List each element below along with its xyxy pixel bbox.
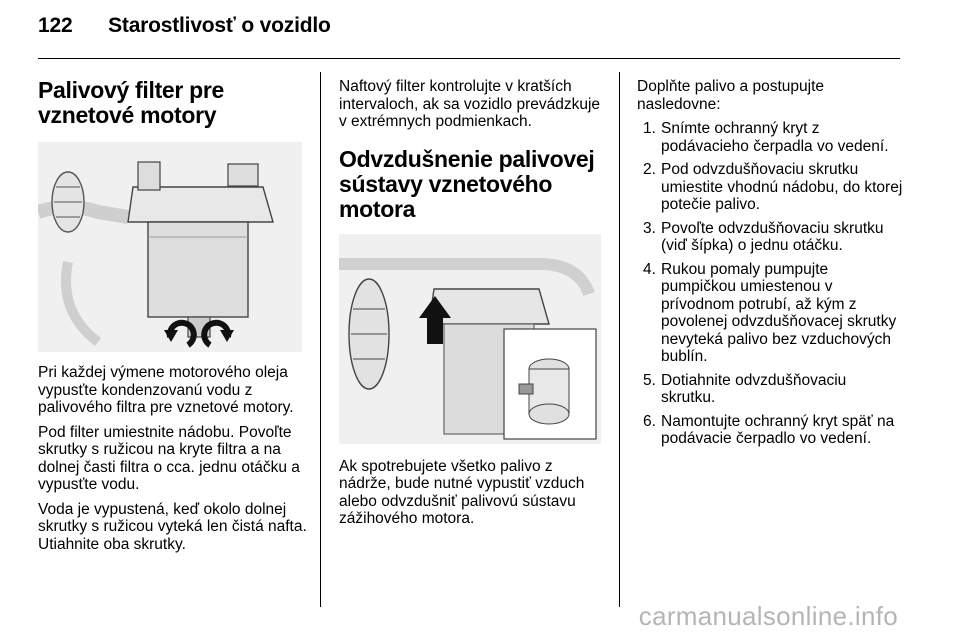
list-item	[637, 413, 903, 448]
fuel-filter-figure	[38, 142, 302, 352]
column-2	[339, 78, 605, 535]
paragraph: Pod filter umiestnite nádobu. Povoľte skrutky s ružicou na kryte filtra a na dolnej časti filtra o cca. jednu otáčku a vypusťte vodu.	[38, 423, 300, 493]
column-3	[637, 78, 903, 454]
list-item	[637, 220, 903, 255]
step-text: Namontujte ochranný kryt späť na podávacie čerpadlo vo vedení.	[661, 412, 895, 447]
paragraph: Voda je vypustená, keď okolo dolnej skrutky s ružicou vyteká len čistá nafta. Utiahnite oba skrutky.	[38, 500, 307, 553]
section-heading-bleeding: Odvzdušnenie palivovej sústavy vznetového motora	[339, 145, 595, 222]
header-rule	[38, 58, 900, 59]
paragraph: Naftový filter kontrolujte v kratších intervaloch, ak sa vozidlo prevádzkuje v extrémnych podmienkach.	[339, 78, 601, 130]
paragraph: Doplňte palivo a postupujte nasledovne:	[637, 78, 824, 113]
step-text: Povoľte odvzdušňovaciu skrutku (viď šípka) o jednu otáčku.	[661, 219, 884, 254]
page-number: 122	[38, 14, 73, 37]
column-divider	[320, 72, 321, 607]
fuel-filter-illustration	[38, 142, 302, 352]
step-number: 2.	[643, 161, 656, 178]
page-header	[38, 14, 331, 38]
column-divider	[619, 72, 620, 607]
chapter-title: Starostlivosť o vozidlo	[108, 14, 331, 37]
list-item	[637, 120, 903, 155]
list-item	[637, 161, 903, 214]
step-number: 5.	[643, 371, 656, 389]
step-number: 1.	[643, 120, 656, 137]
list-item	[637, 261, 903, 366]
step-number: 3.	[643, 219, 656, 237]
steps-list	[637, 120, 903, 448]
step-text: Pod odvzdušňovaciu skrutku umiestite vhodnú nádobu, do ktorej potečie palivo.	[661, 161, 903, 213]
paragraph: Pri každej výmene motorového oleja vypusťte kondenzovanú vodu z palivového filtra pre vznetové motory.	[38, 364, 294, 416]
section-heading-fuel-filter: Palivový filter pre vznetové motory	[38, 77, 225, 128]
step-text: Dotiahnite odvzdušňovaciu skrutku.	[661, 371, 847, 406]
paragraph: Ak spotrebujete všetko palivo z nádrže, bude nutné vypustiť vzduch alebo odvzdušniť palivovú sústavu zážihového motora.	[339, 457, 585, 527]
list-item	[637, 372, 903, 407]
fuel-pump-illustration	[339, 234, 601, 444]
step-number: 4.	[643, 260, 656, 278]
column-1	[38, 78, 310, 560]
watermark: carmanualsonline.info	[638, 601, 898, 631]
fuel-pump-figure	[339, 234, 601, 444]
step-text: Snímte ochranný kryt z podávacieho čerpadla vo vedení.	[661, 120, 889, 155]
step-text: Rukou pomaly pumpujte pumpičkou umiestenou v prívodnom potrubí, až kým z povolenej odvzdušňovacej skrutky nevyteká palivo bez vzduchových bublín.	[661, 260, 897, 365]
step-number: 6.	[643, 412, 656, 430]
